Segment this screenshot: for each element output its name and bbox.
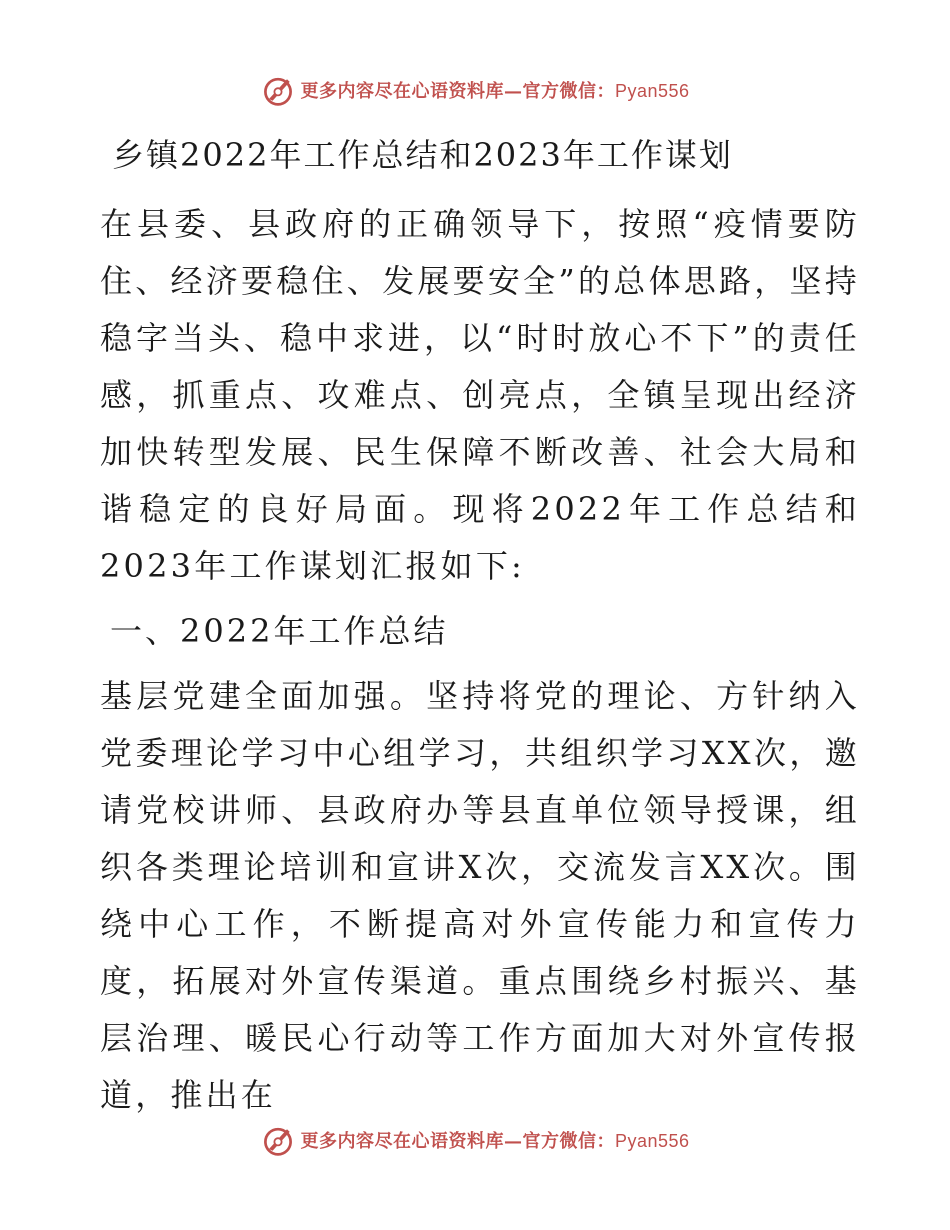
quill-logo-icon [260, 1122, 296, 1158]
watermark-text [300, 1127, 689, 1153]
footer-watermark [0, 1118, 950, 1162]
watermark-text [300, 77, 689, 103]
header-watermark [0, 68, 950, 112]
intro-paragraph: 在县委、县政府的正确领导下，按照“疫情要防住、经济要稳住、发展要安全”的总体思路，坚持稳字当头、稳中求进，以“时时放心不下”的责任感，抓重点、攻难点、创亮点，全镇呈现出经济加快转型发展、民生保障不断改善、社会大局和谐稳定的良好局面。现将2022年工作总结和2023年工作谋划汇报如下: [100, 205, 860, 585]
watermark-label: 更多内容尽在心语资料库—官方微信： [300, 81, 615, 102]
document-body [100, 120, 860, 1124]
section-paragraph: 基层党建全面加强。坚持将党的理论、方针纳入党委理论学习中心组学习，共组织学习XX次，邀请党校讲师、县政府办等县直单位领导授课，组织各类理论培训和宣讲X次，交流发言XX次。围绕中心工作，不断提高对外宣传能力和宣传力度，拓展对外宣传渠道。重点围绕乡村振兴、基层治理、暖民心行动等工作方面加大对外宣传报道，推出在 [100, 677, 860, 1114]
quill-logo-icon [260, 72, 296, 108]
watermark-account: Pyan556 [614, 81, 690, 101]
watermark-account: Pyan556 [614, 1131, 690, 1151]
watermark-label: 更多内容尽在心语资料库—官方微信： [300, 1131, 615, 1152]
section-heading: 一、2022年工作总结 [110, 612, 449, 650]
document-title: 乡镇2022年工作总结和2023年工作谋划 [112, 136, 733, 174]
